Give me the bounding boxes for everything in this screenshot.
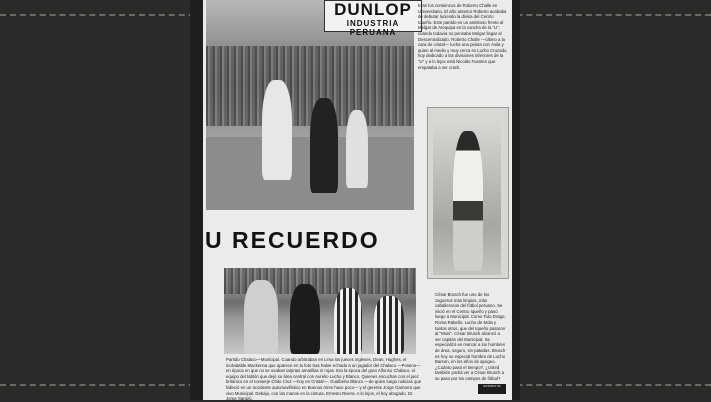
page-number: 53 bbox=[497, 384, 501, 388]
magazine-logo-text: ESTADIO bbox=[483, 384, 497, 388]
banner-line-2: INDUSTRIA PERUANA bbox=[346, 19, 400, 37]
dunlop-banner bbox=[324, 0, 422, 37]
player-dark bbox=[310, 98, 338, 193]
caption-top-right: Eran los comienzos de Roberto Challe en Universitario. El año anterior Roberto acababa de debutar luciendo la divisa del Centro Iqueño. Este partido es un amistoso frente al Melgar de Arequipa en la cancha de la "U", cuando todavía no pensaba Melgar llegar al Descentralizado. Roberto Challe —último a la cara de cristal— lucha una pelota con Ávila y quien al medio y muy cerca es Lucho Cruzado, hoy dedicado a las divisiones inferiores de la "U" y a lo lejos está Nicolás Fuentes que empataba a ser crack. bbox=[418, 3, 508, 70]
portrait-photo bbox=[433, 113, 501, 275]
player-left bbox=[244, 280, 278, 354]
caption-bottom-left: Partido Chalaco—Municipal. Cuando arbitraban en Lima los jueces ingleses, Dean, Hughes, el inolvidable Mackenna que aparece en la foto tras haber echado a un jugador del Chalaco —Poseno— en época en que no se usaban tarjetas amarillas ni rojas. Era la época del gran Alfonso Chalaco, el equipo del tablón que dejó su área central con Aurelio Lucho y Blanco. Quienes escuchan con el juez británico en el conserje Chito Cruz —hoy en Cristal—. Gualberto Blanco —de quien luego noticias que falleció en un accidente automovilístico en Buenos Aires hace poco— y el gerente Jorge Gamarra que vivo Municipal. Debajo, con las manos en la cintura, Ernesto Rivera. A lo lejos, el hoy abogado, Dr. Jorge Sarazú. bbox=[226, 357, 422, 402]
crowd bbox=[206, 46, 414, 126]
match-photo-top bbox=[206, 0, 414, 210]
headline: U RECUERDO bbox=[205, 227, 380, 253]
player-striped-2 bbox=[374, 296, 404, 354]
portrait-frame bbox=[427, 107, 509, 279]
referee bbox=[290, 284, 320, 354]
portrait-player bbox=[453, 131, 483, 271]
referee-photo-bottom bbox=[224, 268, 416, 354]
player-white-2 bbox=[346, 110, 368, 188]
caption-bottom-right: César Brusch fue uno de los zagueros más limpios, más caballerosos del fútbol peruano. Se inició en el Centro Iqueño y pasó luego a Municipal. Como Toto Drago, Roma Rabello, Lucho de Mola y tantos otros, que del Iqueño pasaron al "Muni". César Brusch alcanzó a ser capitán del Municipal. Se especializó en marcar a los hombres de área, seguro, sin patadas. Brusch es hoy su especial hombre de Lucho Barson, en los años de apogeo. ¿Cuánto pasó el tiempo?, ¿Usted también podrá ver a César Brusch a su paso por los campos de fútbol? bbox=[435, 292, 506, 381]
magazine-logo bbox=[478, 384, 506, 394]
player-white-1 bbox=[262, 80, 292, 180]
banner-line-1: DUNLOP bbox=[334, 0, 412, 19]
player-striped-1 bbox=[334, 288, 362, 354]
